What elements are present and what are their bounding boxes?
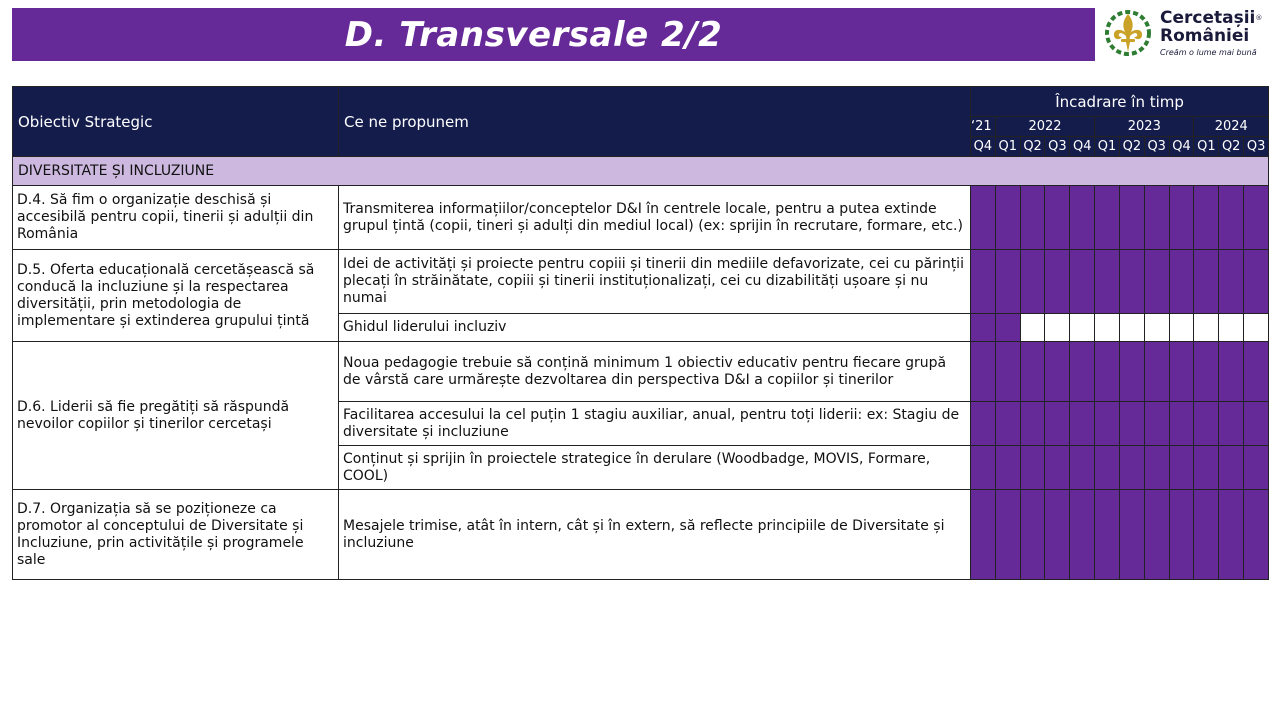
timeline-cell-empty xyxy=(1144,314,1169,342)
proposal-cell: Idei de activități și proiecte pentru copiii și tinerii din mediile defavorizate, cei cu părinții plecați în străinătate, copiii și tinerii instituționalizați, cei cu dizabilități ușoare și nu numai xyxy=(339,250,971,314)
timeline-cell-active xyxy=(1194,342,1219,402)
timeline-cell-active xyxy=(1219,402,1244,446)
logo-tagline: Creăm o lume mai bună xyxy=(1160,48,1257,57)
timeline-cell-active xyxy=(971,186,996,250)
table-row xyxy=(13,490,1269,580)
timeline-cell-active xyxy=(1045,446,1070,490)
timeline-cell-active xyxy=(1244,186,1269,250)
timeline-cell-empty xyxy=(1194,314,1219,342)
timeline-cell-active xyxy=(1045,342,1070,402)
timeline-cell-empty xyxy=(1119,314,1144,342)
timeline-cell-active xyxy=(1070,446,1095,490)
proposal-cell: Ghidul liderului incluziv xyxy=(339,314,971,342)
proposal-cell: Facilitarea accesului la cel puțin 1 stagiu auxiliar, anual, pentru toți liderii: ex: Stagiu de diversitate și incluziune xyxy=(339,402,971,446)
timeline-cell-active xyxy=(1244,490,1269,580)
timeline-cell-active xyxy=(1194,402,1219,446)
strategy-table xyxy=(12,86,1269,580)
timeline-cell-empty xyxy=(1070,314,1095,342)
timeline-cell-active xyxy=(1144,250,1169,314)
timeline-cell-active xyxy=(1169,490,1194,580)
timeline-cell-active xyxy=(1045,186,1070,250)
header-quarter: Q1 xyxy=(1095,137,1120,157)
timeline-cell-active xyxy=(1144,446,1169,490)
section-row xyxy=(13,157,1269,186)
timeline-cell-active xyxy=(995,342,1020,402)
timeline-cell-active xyxy=(1194,250,1219,314)
timeline-cell-active xyxy=(1119,342,1144,402)
timeline-cell-active xyxy=(1169,186,1194,250)
timeline-cell-active xyxy=(1095,402,1120,446)
header-quarter: Q3 xyxy=(1244,137,1269,157)
header-year: 2023 xyxy=(1095,117,1194,137)
timeline-cell-active xyxy=(995,446,1020,490)
logo-name-line2: României xyxy=(1160,26,1250,46)
timeline-cell-empty xyxy=(1169,314,1194,342)
timeline-cell-active xyxy=(1020,250,1045,314)
timeline-cell-active xyxy=(1119,250,1144,314)
header-quarter: Q4 xyxy=(1070,137,1095,157)
timeline-cell-active xyxy=(1095,186,1120,250)
timeline-cell-active xyxy=(971,402,996,446)
timeline-cell-active xyxy=(1095,342,1120,402)
header-year: 2022 xyxy=(995,117,1094,137)
header-quarter: Q3 xyxy=(1144,137,1169,157)
proposal-cell: Conținut și sprijin în proiectele strategice în derulare (Woodbadge, MOVIS, Formare, COOL) xyxy=(339,446,971,490)
timeline-cell-active xyxy=(1070,250,1095,314)
proposal-cell: Noua pedagogie trebuie să conțină minimum 1 obiectiv educativ pentru fiecare grupă de vârstă care urmărește dezvoltarea din perspectiva D&I a copiilor și tinerilor xyxy=(339,342,971,402)
table-row xyxy=(13,250,1269,314)
timeline-cell-active xyxy=(1070,402,1095,446)
header-quarter: Q4 xyxy=(971,137,996,157)
timeline-cell-active xyxy=(1169,342,1194,402)
section-title: DIVERSITATE ȘI INCLUZIUNE xyxy=(13,157,1269,186)
timeline-cell-active xyxy=(1020,446,1045,490)
timeline-cell-active xyxy=(1244,402,1269,446)
timeline-cell-empty xyxy=(1095,314,1120,342)
page-title: D. Transversale 2/2 xyxy=(344,14,723,55)
timeline-cell-active xyxy=(1095,446,1120,490)
timeline-cell-active xyxy=(1144,490,1169,580)
objective-cell: D.7. Organizația să se poziționeze ca promotor al conceptului de Diversitate și Incluziune, prin activitățile și programele sale xyxy=(13,490,339,580)
timeline-cell-active xyxy=(1070,342,1095,402)
timeline-cell-active xyxy=(971,342,996,402)
timeline-cell-active xyxy=(1194,186,1219,250)
header-quarter: Q3 xyxy=(1045,137,1070,157)
timeline-cell-active xyxy=(1219,250,1244,314)
timeline-cell-active xyxy=(1070,490,1095,580)
header-quarter: Q1 xyxy=(1194,137,1219,157)
timeline-cell-active xyxy=(1119,402,1144,446)
timeline-cell-active xyxy=(1045,250,1070,314)
timeline-cell-active xyxy=(995,314,1020,342)
timeline-cell-active xyxy=(1194,490,1219,580)
table-row xyxy=(13,342,1269,402)
timeline-cell-active xyxy=(1045,402,1070,446)
timeline-cell-active xyxy=(1070,186,1095,250)
header-proposal: Ce ne propunem xyxy=(339,87,971,157)
timeline-cell-active xyxy=(1169,250,1194,314)
header-year: ‘21 xyxy=(971,117,996,137)
header-quarter: Q1 xyxy=(995,137,1020,157)
timeline-cell-active xyxy=(1219,446,1244,490)
timeline-cell-empty xyxy=(1045,314,1070,342)
proposal-cell: Mesajele trimise, atât în intern, cât și în extern, să reflecte principiile de Diversitate și incluziune xyxy=(339,490,971,580)
timeline-cell-active xyxy=(1244,342,1269,402)
timeline-cell-active xyxy=(1020,342,1045,402)
timeline-cell-active xyxy=(1119,490,1144,580)
timeline-cell-active xyxy=(995,250,1020,314)
header-row-top xyxy=(13,87,1269,117)
timeline-cell-active xyxy=(1119,446,1144,490)
header-quarter: Q2 xyxy=(1020,137,1045,157)
timeline-cell-active xyxy=(1169,402,1194,446)
objective-cell: D.4. Să fim o organizație deschisă și accesibilă pentru copii, tinerii și adulții din România xyxy=(13,186,339,250)
objective-cell: D.5. Oferta educațională cercetășească să conducă la incluziune și la respectarea diversității, prin metodologia de implementare și extinderea grupului țintă xyxy=(13,250,339,342)
timeline-cell-active xyxy=(1144,186,1169,250)
timeline-cell-active xyxy=(995,186,1020,250)
timeline-cell-active xyxy=(971,490,996,580)
header-year: 2024 xyxy=(1194,117,1269,137)
timeline-cell-active xyxy=(995,402,1020,446)
objective-cell: D.6. Liderii să fie pregătiți să răspundă nevoilor copiilor și tinerilor cercetași xyxy=(13,342,339,490)
registered-mark: ® xyxy=(1255,14,1263,22)
timeline-cell-active xyxy=(1244,446,1269,490)
timeline-cell-active xyxy=(971,250,996,314)
timeline-cell-active xyxy=(1045,490,1070,580)
header-quarter: Q2 xyxy=(1119,137,1144,157)
timeline-cell-active xyxy=(995,490,1020,580)
timeline-cell-active xyxy=(1095,490,1120,580)
timeline-cell-active xyxy=(1020,186,1045,250)
timeline-cell-active xyxy=(1194,446,1219,490)
timeline-cell-active xyxy=(1095,250,1120,314)
title-bar xyxy=(12,8,1095,61)
timeline-cell-empty xyxy=(1219,314,1244,342)
header-quarter: Q2 xyxy=(1219,137,1244,157)
timeline-cell-empty xyxy=(1244,314,1269,342)
table-row xyxy=(13,186,1269,250)
header-quarter: Q4 xyxy=(1169,137,1194,157)
timeline-cell-active xyxy=(1020,490,1045,580)
timeline-cell-active xyxy=(1244,250,1269,314)
timeline-cell-active xyxy=(971,314,996,342)
fleur-de-lis-icon xyxy=(1102,6,1154,60)
timeline-cell-active xyxy=(1219,186,1244,250)
timeline-cell-active xyxy=(1144,342,1169,402)
timeline-cell-active xyxy=(1169,446,1194,490)
proposal-cell: Transmiterea informațiilor/conceptelor D&I în centrele locale, pentru a putea extinde grupul țintă (copii, tineri și adulți din mediul local) (ex: sprijin în recrutare, formare, etc.) xyxy=(339,186,971,250)
timeline-cell-active xyxy=(1219,490,1244,580)
header-timeframe: Încadrare în timp xyxy=(971,87,1269,117)
timeline-cell-active xyxy=(1020,402,1045,446)
organization-logo xyxy=(1100,4,1272,64)
logo-name-line1: Cercetașii® xyxy=(1160,8,1263,28)
timeline-cell-active xyxy=(971,446,996,490)
header-objective: Obiectiv Strategic xyxy=(13,87,339,157)
timeline-cell-active xyxy=(1219,342,1244,402)
timeline-cell-empty xyxy=(1020,314,1045,342)
timeline-cell-active xyxy=(1119,186,1144,250)
timeline-cell-active xyxy=(1144,402,1169,446)
